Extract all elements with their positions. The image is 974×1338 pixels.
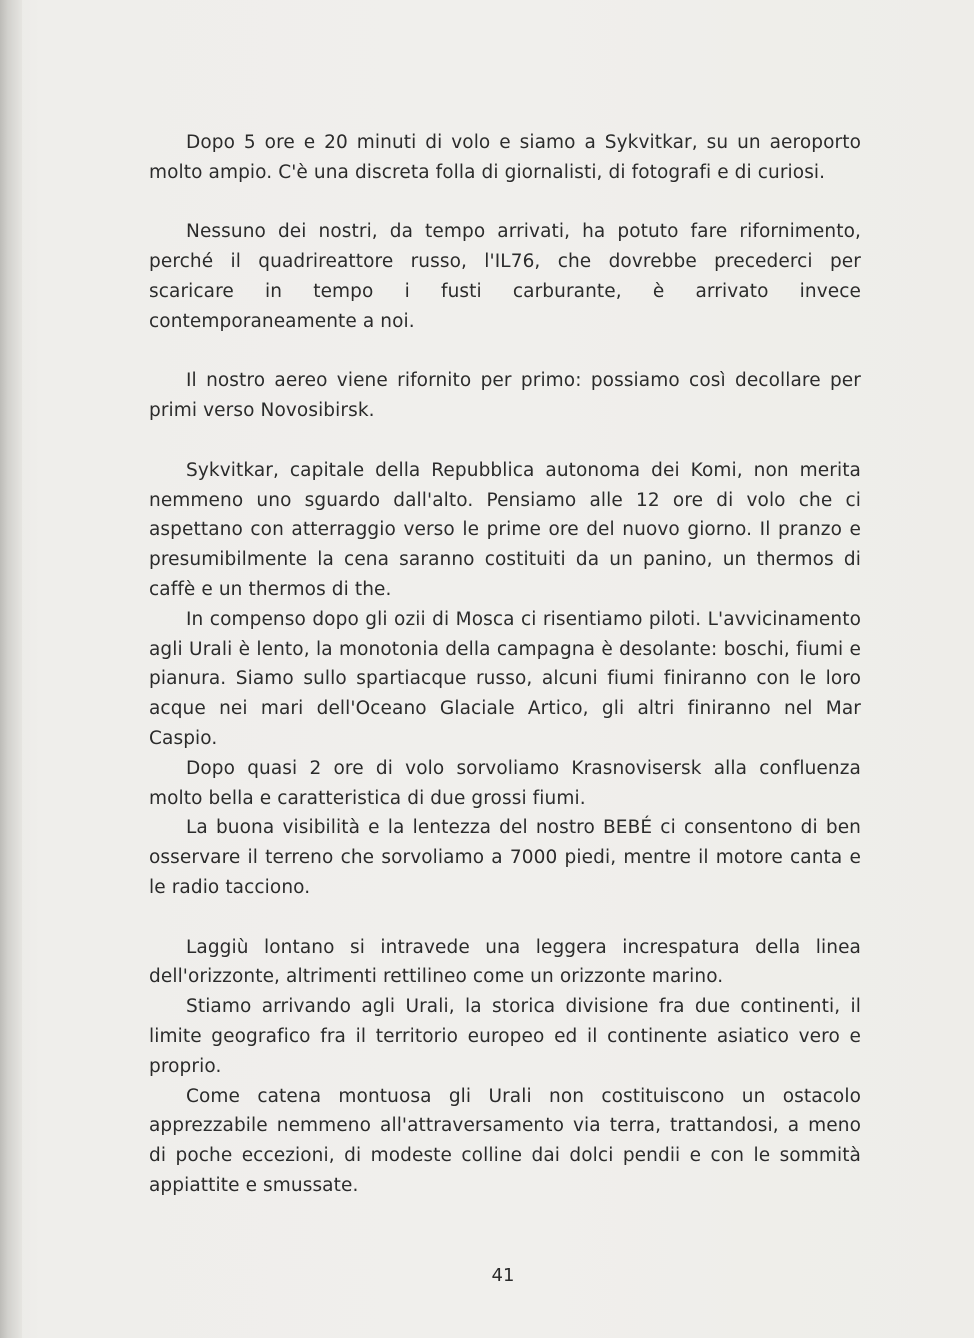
paragraph: Il nostro aereo viene rifornito per primo: possiamo così decollare per primi verso Novosibirsk. [149, 370, 861, 422]
paragraph: Sykvitkar, capitale della Repubblica autonoma dei Komi, non merita nemmeno uno sguardo dall'alto. Pensiamo alle 12 ore di volo che ci aspettano con atterraggio verso le prime ore del nuovo giorno. Il pranzo e presumibilmente la cena saranno costituiti da un panino, un thermos di caffè e un thermos di the. [149, 459, 861, 600]
paragraph: Nessuno dei nostri, da tempo arrivati, ha potuto fare rifornimento, perché il quadrireattore russo, l'IL76, che dovrebbe precederci per scaricare in tempo i fusti carburante, è arrivato invece contemporaneamente a noi. [149, 221, 861, 332]
page-binding-edge [0, 0, 22, 1338]
paragraph: Dopo quasi 2 ore di volo sorvoliamo Krasnovisersk alla confluenza molto bella e caratteristica di due grossi fiumi. [149, 757, 861, 809]
paragraph: La buona visibilità e la lentezza del nostro BEBÉ ci consentono di ben osservare il terreno che sorvoliamo a 7000 piedi, mentre il motore canta e le radio tacciono. [149, 817, 861, 898]
body-text [149, 128, 861, 1201]
paragraph: Laggiù lontano si intravede una leggera increspatura della linea dell'orizzonte, altrimenti rettilineo come un orizzonte marino. [149, 936, 861, 988]
page-number: 41 [491, 1265, 515, 1286]
paragraph: Stiamo arrivando agli Urali, la storica divisione fra due continenti, il limite geografico fra il territorio europeo ed il continente asiatico vero e proprio. [149, 996, 861, 1077]
paragraph: In compenso dopo gli ozii di Mosca ci risentiamo piloti. L'avvicinamento agli Urali è lento, la monotonia della campagna è desolante: boschi, fiumi e pianura. Siamo sullo spartiacque russo, alcuni fiumi finiranno con le loro acque nei mari dell'Oceano Glaciale Artico, gli altri finiranno nel Mar Caspio. [149, 608, 861, 749]
paragraph: Dopo 5 ore e 20 minuti di volo e siamo a Sykvitkar, su un aeroporto molto ampio. C'è una discreta folla di giornalisti, di fotografi e di curiosi. [149, 132, 861, 183]
paragraph: Come catena montuosa gli Urali non costituiscono un ostacolo apprezzabile nemmeno all'attraversamento via terra, trattandosi, a meno di poche eccezioni, di modeste colline dai dolci pendii e con le sommità appiattite e smussate. [149, 1085, 861, 1196]
